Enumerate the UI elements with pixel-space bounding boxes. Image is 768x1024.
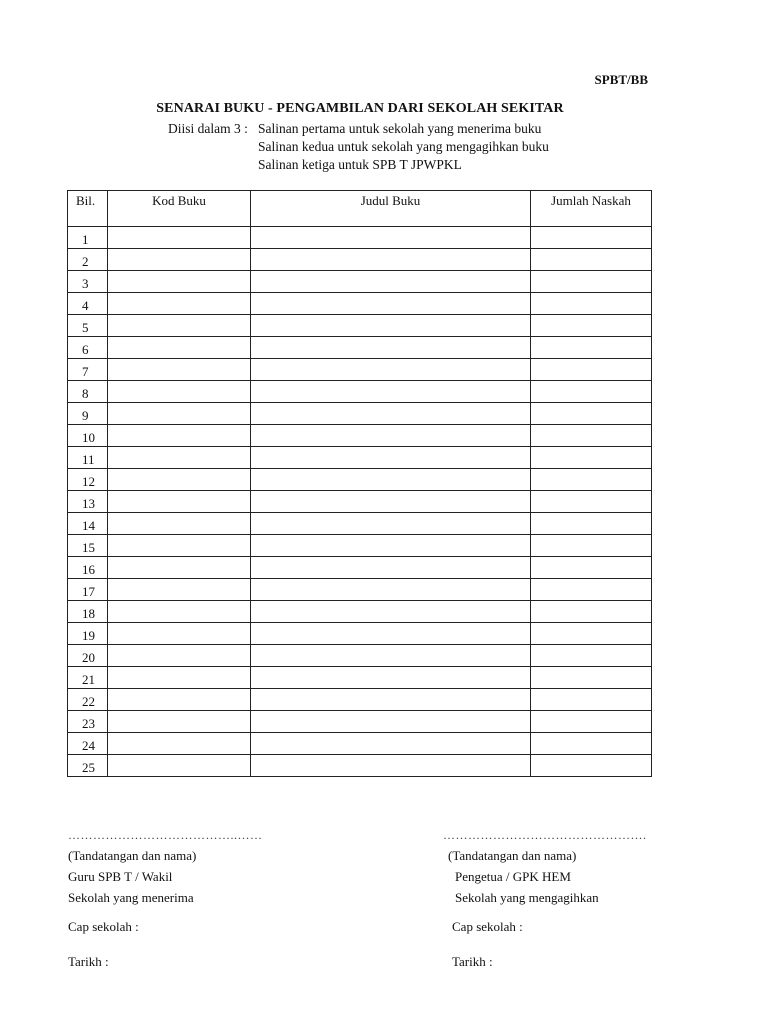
jumlah-naskah-cell[interactable] — [531, 249, 652, 271]
row-number: 17 — [68, 579, 108, 601]
stamp-label-left: Cap sekolah : — [68, 919, 139, 934]
table-row — [68, 513, 652, 535]
table-row — [68, 315, 652, 337]
judul-buku-cell[interactable] — [251, 689, 531, 711]
signature-line-left: …………………………………..…… — [68, 828, 263, 842]
row-number: 4 — [68, 293, 108, 315]
table-row — [68, 623, 652, 645]
copy-line-first: Salinan pertama untuk sekolah yang menerima buku — [258, 121, 542, 136]
signature-school-left: Sekolah yang menerima — [68, 890, 194, 905]
judul-buku-cell[interactable] — [251, 227, 531, 249]
row-number: 22 — [68, 689, 108, 711]
judul-buku-cell[interactable] — [251, 645, 531, 667]
kod-buku-cell[interactable] — [108, 381, 251, 403]
row-number: 24 — [68, 733, 108, 755]
judul-buku-cell[interactable] — [251, 249, 531, 271]
kod-buku-cell[interactable] — [108, 579, 251, 601]
row-number: 1 — [68, 227, 108, 249]
judul-buku-cell[interactable] — [251, 469, 531, 491]
jumlah-naskah-cell[interactable] — [531, 579, 652, 601]
jumlah-naskah-cell[interactable] — [531, 535, 652, 557]
judul-buku-cell[interactable] — [251, 579, 531, 601]
kod-buku-cell[interactable] — [108, 601, 251, 623]
jumlah-naskah-cell[interactable] — [531, 513, 652, 535]
kod-buku-cell[interactable] — [108, 403, 251, 425]
row-number: 25 — [68, 755, 108, 777]
table-row — [68, 667, 652, 689]
jumlah-naskah-cell[interactable] — [531, 557, 652, 579]
row-number: 23 — [68, 711, 108, 733]
kod-buku-cell[interactable] — [108, 315, 251, 337]
table-row — [68, 645, 652, 667]
judul-buku-cell[interactable] — [251, 491, 531, 513]
kod-buku-cell[interactable] — [108, 711, 251, 733]
row-number: 11 — [68, 447, 108, 469]
row-number: 6 — [68, 337, 108, 359]
table-row — [68, 447, 652, 469]
jumlah-naskah-cell[interactable] — [531, 403, 652, 425]
jumlah-naskah-cell[interactable] — [531, 733, 652, 755]
kod-buku-cell[interactable] — [108, 469, 251, 491]
table-row — [68, 689, 652, 711]
judul-buku-cell[interactable] — [251, 557, 531, 579]
judul-buku-cell[interactable] — [251, 403, 531, 425]
form-code: SPBT/BB — [594, 72, 648, 87]
jumlah-naskah-cell[interactable] — [531, 359, 652, 381]
kod-buku-cell[interactable] — [108, 645, 251, 667]
signature-line-right: …………………………………………. — [443, 828, 647, 842]
kod-buku-cell[interactable] — [108, 337, 251, 359]
jumlah-naskah-cell[interactable] — [531, 623, 652, 645]
row-number: 14 — [68, 513, 108, 535]
jumlah-naskah-cell[interactable] — [531, 337, 652, 359]
jumlah-naskah-cell[interactable] — [531, 689, 652, 711]
row-number: 16 — [68, 557, 108, 579]
jumlah-naskah-cell[interactable] — [531, 425, 652, 447]
jumlah-naskah-cell[interactable] — [531, 447, 652, 469]
judul-buku-cell[interactable] — [251, 271, 531, 293]
table-header-row — [68, 191, 652, 227]
row-number: 2 — [68, 249, 108, 271]
table-row — [68, 359, 652, 381]
kod-buku-cell[interactable] — [108, 491, 251, 513]
judul-buku-cell[interactable] — [251, 601, 531, 623]
jumlah-naskah-cell[interactable] — [531, 667, 652, 689]
table-row — [68, 381, 652, 403]
copies-lead: Diisi dalam 3 : — [168, 121, 248, 136]
kod-buku-cell[interactable] — [108, 513, 251, 535]
table-row — [68, 711, 652, 733]
stamp-label-right: Cap sekolah : — [452, 919, 523, 934]
judul-buku-cell[interactable] — [251, 535, 531, 557]
kod-buku-cell[interactable] — [108, 755, 251, 777]
judul-buku-cell[interactable] — [251, 711, 531, 733]
kod-buku-cell[interactable] — [108, 359, 251, 381]
row-number: 12 — [68, 469, 108, 491]
judul-buku-cell[interactable] — [251, 733, 531, 755]
signature-name-label-right: (Tandatangan dan nama) — [448, 848, 577, 863]
kod-buku-cell[interactable] — [108, 293, 251, 315]
kod-buku-cell[interactable] — [108, 667, 251, 689]
row-number: 21 — [68, 667, 108, 689]
row-number: 20 — [68, 645, 108, 667]
table-row — [68, 293, 652, 315]
header-bil: Bil. — [68, 191, 108, 227]
table-row — [68, 535, 652, 557]
header-kod-buku: Kod Buku — [108, 191, 251, 227]
row-number: 15 — [68, 535, 108, 557]
table-row — [68, 755, 652, 777]
table-row — [68, 601, 652, 623]
row-number: 10 — [68, 425, 108, 447]
table-row — [68, 271, 652, 293]
table-row — [68, 469, 652, 491]
copy-line-third: Salinan ketiga untuk SPB T JPWPKL — [258, 157, 462, 172]
table-row — [68, 579, 652, 601]
row-number: 19 — [68, 623, 108, 645]
row-number: 9 — [68, 403, 108, 425]
jumlah-naskah-cell[interactable] — [531, 645, 652, 667]
row-number: 13 — [68, 491, 108, 513]
kod-buku-cell[interactable] — [108, 689, 251, 711]
table-row — [68, 403, 652, 425]
copy-line-second: Salinan kedua untuk sekolah yang mengagihkan buku — [258, 139, 549, 154]
judul-buku-cell[interactable] — [251, 315, 531, 337]
row-number: 8 — [68, 381, 108, 403]
table-row — [68, 227, 652, 249]
jumlah-naskah-cell[interactable] — [531, 711, 652, 733]
judul-buku-cell[interactable] — [251, 513, 531, 535]
row-number: 5 — [68, 315, 108, 337]
row-number: 3 — [68, 271, 108, 293]
table-row — [68, 491, 652, 513]
document-title: SENARAI BUKU - PENGAMBILAN DARI SEKOLAH SEKITAR — [156, 101, 564, 116]
table-row — [68, 557, 652, 579]
kod-buku-cell[interactable] — [108, 447, 251, 469]
jumlah-naskah-cell[interactable] — [531, 491, 652, 513]
jumlah-naskah-cell[interactable] — [531, 271, 652, 293]
table-body — [68, 227, 652, 777]
kod-buku-cell[interactable] — [108, 623, 251, 645]
date-label-right: Tarikh : — [452, 954, 493, 969]
table-row — [68, 249, 652, 271]
jumlah-naskah-cell[interactable] — [531, 227, 652, 249]
kod-buku-cell[interactable] — [108, 733, 251, 755]
signature-role-right: Pengetua / GPK HEM — [455, 869, 571, 884]
header-judul-buku: Judul Buku — [251, 191, 531, 227]
jumlah-naskah-cell[interactable] — [531, 601, 652, 623]
judul-buku-cell[interactable] — [251, 359, 531, 381]
kod-buku-cell[interactable] — [108, 535, 251, 557]
judul-buku-cell[interactable] — [251, 623, 531, 645]
jumlah-naskah-cell[interactable] — [531, 315, 652, 337]
jumlah-naskah-cell[interactable] — [531, 755, 652, 777]
date-label-left: Tarikh : — [68, 954, 109, 969]
row-number: 18 — [68, 601, 108, 623]
judul-buku-cell[interactable] — [251, 755, 531, 777]
table-row — [68, 337, 652, 359]
kod-buku-cell[interactable] — [108, 425, 251, 447]
jumlah-naskah-cell[interactable] — [531, 381, 652, 403]
jumlah-naskah-cell[interactable] — [531, 469, 652, 491]
judul-buku-cell[interactable] — [251, 337, 531, 359]
kod-buku-cell[interactable] — [108, 557, 251, 579]
signature-name-label-left: (Tandatangan dan nama) — [68, 848, 197, 863]
judul-buku-cell[interactable] — [251, 293, 531, 315]
judul-buku-cell[interactable] — [251, 425, 531, 447]
judul-buku-cell[interactable] — [251, 667, 531, 689]
signature-role-left: Guru SPB T / Wakil — [68, 869, 173, 884]
row-number: 7 — [68, 359, 108, 381]
kod-buku-cell[interactable] — [108, 227, 251, 249]
kod-buku-cell[interactable] — [108, 249, 251, 271]
table-row — [68, 425, 652, 447]
judul-buku-cell[interactable] — [251, 381, 531, 403]
header-jumlah-naskah: Jumlah Naskah — [531, 191, 652, 227]
book-list-table — [67, 190, 652, 777]
signature-school-right: Sekolah yang mengagihkan — [455, 890, 599, 905]
kod-buku-cell[interactable] — [108, 271, 251, 293]
judul-buku-cell[interactable] — [251, 447, 531, 469]
jumlah-naskah-cell[interactable] — [531, 293, 652, 315]
table-row — [68, 733, 652, 755]
